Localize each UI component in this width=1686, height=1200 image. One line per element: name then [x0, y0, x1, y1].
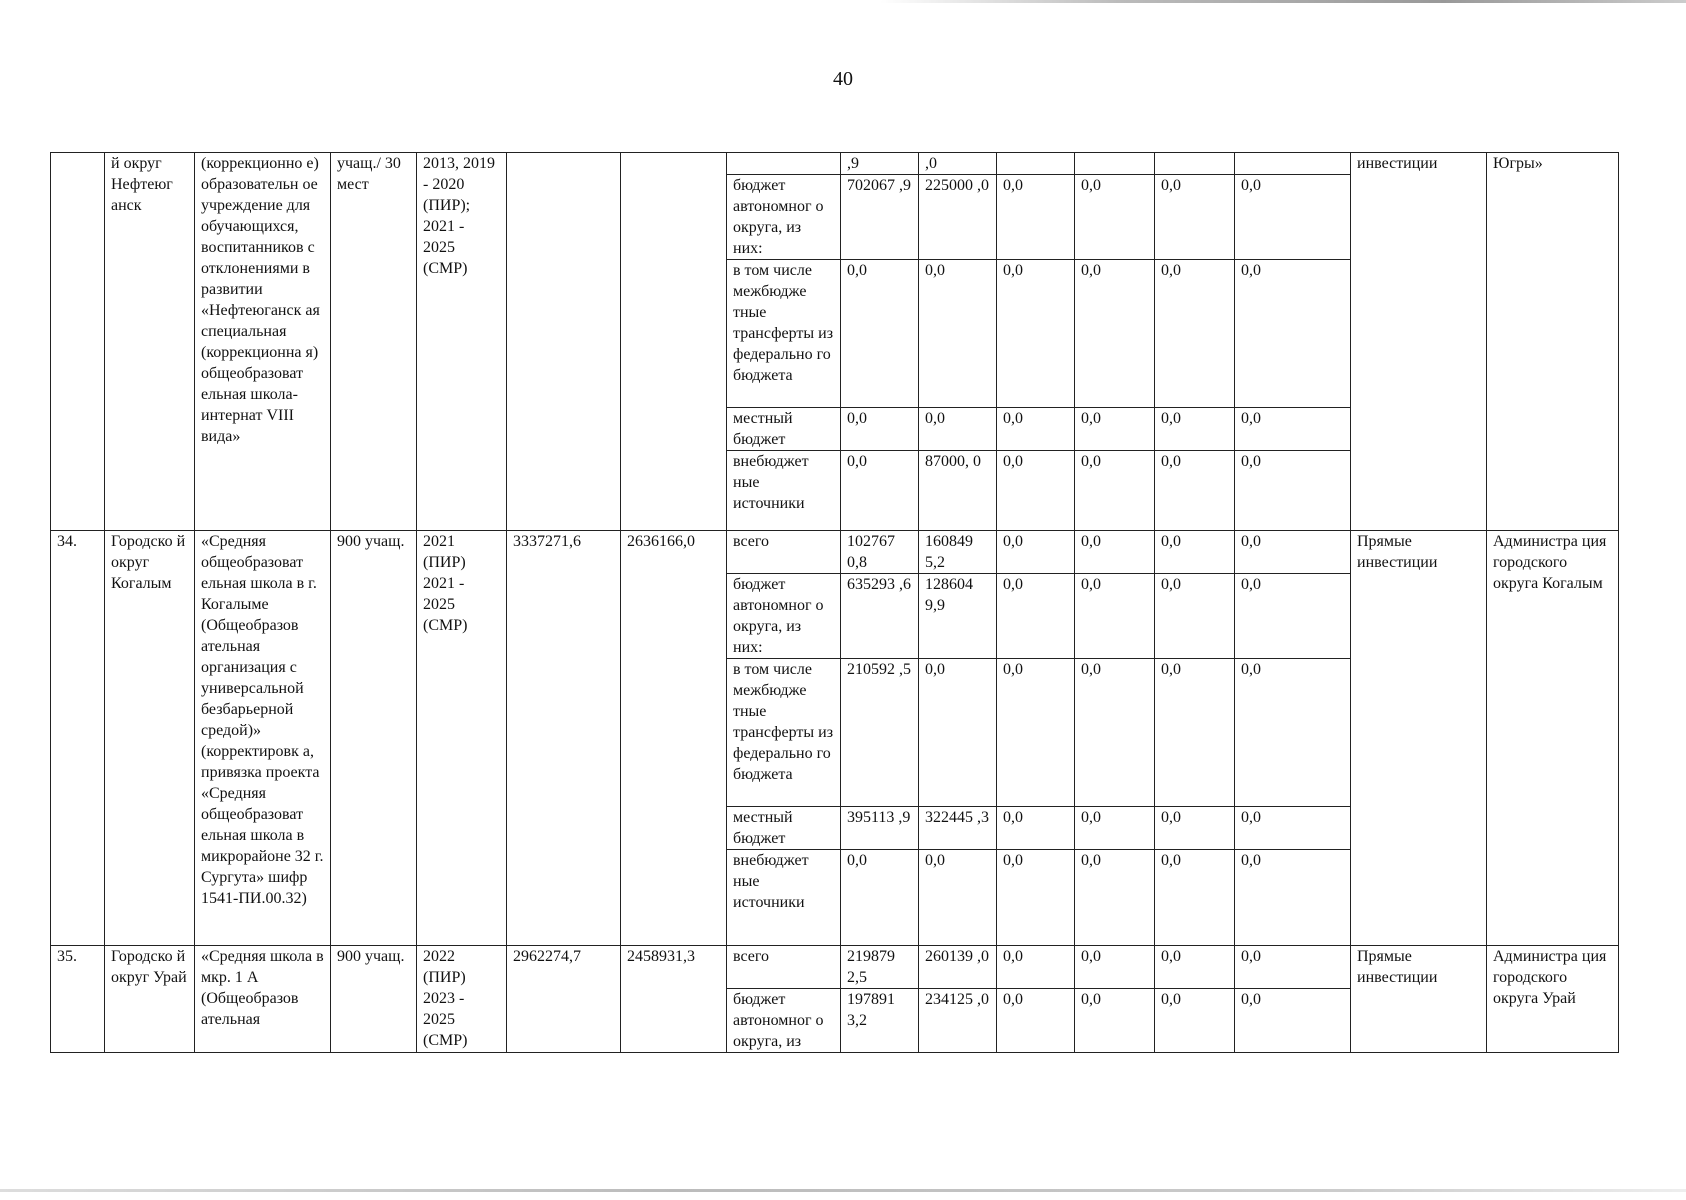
amount-cell: 0,0 [1075, 175, 1155, 260]
amount-cell: 0,0 [919, 850, 997, 946]
amount-cell: ,9 [841, 153, 919, 175]
amount-cell: 225000 ,0 [919, 175, 997, 260]
amount-cell: 210592 ,5 [841, 659, 919, 807]
amount-cell: 0,0 [1235, 408, 1351, 451]
amount-cell: ,0 [919, 153, 997, 175]
municipality-cell: й округ Нефтеюг анск [105, 153, 195, 531]
amount-cell: 0,0 [997, 531, 1075, 574]
remaining-cost-cell: 2458931,3 [621, 946, 727, 1053]
amount-cell: 0,0 [1235, 574, 1351, 659]
funding-source-cell: в том числе межбюдже тные трансферты из федерально го бюджета [727, 260, 841, 408]
amount-cell: 0,0 [1075, 850, 1155, 946]
amount-cell: 0,0 [997, 574, 1075, 659]
funding-source-cell: в том числе межбюдже тные трансферты из федерально го бюджета [727, 659, 841, 807]
amount-cell: 0,0 [1235, 850, 1351, 946]
amount-cell: 0,0 [1235, 807, 1351, 850]
amount-cell: 322445 ,3 [919, 807, 997, 850]
amount-cell: 260139 ,0 [919, 946, 997, 989]
amount-cell: 0,0 [1075, 574, 1155, 659]
amount-cell: 160849 5,2 [919, 531, 997, 574]
amount-cell: 0,0 [1075, 807, 1155, 850]
amount-cell: 0,0 [1155, 850, 1235, 946]
row-number-cell [51, 153, 105, 531]
table-row [51, 531, 1619, 574]
scan-edge-bottom [0, 1189, 1686, 1192]
row-number-cell: 34. [51, 531, 105, 946]
capacity-cell: учащ./ 30 мест [331, 153, 417, 531]
amount-cell: 702067 ,9 [841, 175, 919, 260]
amount-cell: 0,0 [1235, 531, 1351, 574]
funding-source-cell: всего [727, 946, 841, 989]
investment-type-cell: Прямые инвестиции [1351, 531, 1487, 946]
amount-cell [1235, 153, 1351, 175]
amount-cell: 0,0 [1075, 451, 1155, 531]
amount-cell: 0,0 [841, 850, 919, 946]
customer-cell: Администра ция городского округа Когалым [1487, 531, 1619, 946]
scan-edge-top [880, 0, 1686, 3]
estimated-cost-cell: 3337271,6 [507, 531, 621, 946]
amount-cell: 0,0 [1075, 531, 1155, 574]
object-name-cell: «Средняя школа в мкр. 1 А (Общеобразов ательная [195, 946, 331, 1053]
amount-cell: 0,0 [1235, 260, 1351, 408]
amount-cell [997, 153, 1075, 175]
municipality-cell: Городско й округ Урай [105, 946, 195, 1053]
funding-source-cell: внебюджет ные источники [727, 850, 841, 946]
remaining-cost-cell: 2636166,0 [621, 531, 727, 946]
amount-cell: 0,0 [841, 260, 919, 408]
amount-cell: 0,0 [1235, 175, 1351, 260]
amount-cell: 0,0 [1155, 531, 1235, 574]
amount-cell: 0,0 [997, 260, 1075, 408]
remaining-cost-cell [621, 153, 727, 531]
row-number-cell: 35. [51, 946, 105, 1053]
amount-cell: 0,0 [1235, 659, 1351, 807]
investment-type-cell: инвестиции [1351, 153, 1487, 531]
amount-cell: 0,0 [1155, 989, 1235, 1053]
amount-cell: 197891 3,2 [841, 989, 919, 1053]
amount-cell: 219879 2,5 [841, 946, 919, 989]
customer-cell: Югры» [1487, 153, 1619, 531]
amount-cell: 0,0 [1155, 408, 1235, 451]
amount-cell: 0,0 [1075, 260, 1155, 408]
amount-cell: 0,0 [919, 260, 997, 408]
amount-cell [1155, 153, 1235, 175]
table-body [51, 153, 1619, 1053]
capacity-cell: 900 учащ. [331, 946, 417, 1053]
amount-cell: 0,0 [1155, 175, 1235, 260]
capacity-cell: 900 учащ. [331, 531, 417, 946]
amount-cell: 0,0 [1075, 946, 1155, 989]
funding-source-cell [727, 153, 841, 175]
amount-cell: 0,0 [919, 408, 997, 451]
amount-cell: 0,0 [997, 946, 1075, 989]
amount-cell: 0,0 [1075, 989, 1155, 1053]
investment-type-cell: Прямые инвестиции [1351, 946, 1487, 1053]
years-cell: 2013, 2019 - 2020 (ПИР); 2021 - 2025 (СМР) [417, 153, 507, 531]
funding-source-cell: бюджет автономног о округа, из них: [727, 574, 841, 659]
amount-cell: 0,0 [1155, 574, 1235, 659]
funding-source-cell: местный бюджет [727, 807, 841, 850]
amount-cell: 0,0 [997, 850, 1075, 946]
municipality-cell: Городско й округ Когалым [105, 531, 195, 946]
funding-source-cell: внебюджет ные источники [727, 451, 841, 531]
years-cell: 2021 (ПИР) 2021 - 2025 (СМР) [417, 531, 507, 946]
investment-table [50, 152, 1619, 1053]
amount-cell: 0,0 [1155, 659, 1235, 807]
years-cell: 2022 (ПИР) 2023 - 2025 (СМР) [417, 946, 507, 1053]
page-number: 40 [833, 68, 853, 90]
funding-source-cell: всего [727, 531, 841, 574]
estimated-cost-cell: 2962274,7 [507, 946, 621, 1053]
amount-cell: 0,0 [1155, 946, 1235, 989]
object-name-cell: «Средняя общеобразоват ельная школа в г. Когалыме (Общеобразов ательная организация с универсальной безбарьерной средой)» (корректировк а, привязка проекта «Средняя общеобразоват ельная школа в микрорайоне 32 г. Сургута» шифр 1541-ПИ.00.32) [195, 531, 331, 946]
amount-cell: 635293 ,6 [841, 574, 919, 659]
amount-cell: 0,0 [841, 451, 919, 531]
amount-cell: 0,0 [1155, 807, 1235, 850]
amount-cell: 395113 ,9 [841, 807, 919, 850]
amount-cell: 87000, 0 [919, 451, 997, 531]
amount-cell: 0,0 [997, 807, 1075, 850]
amount-cell: 102767 0,8 [841, 531, 919, 574]
amount-cell: 128604 9,9 [919, 574, 997, 659]
amount-cell: 0,0 [1155, 260, 1235, 408]
amount-cell: 0,0 [997, 408, 1075, 451]
amount-cell: 234125 ,0 [919, 989, 997, 1053]
estimated-cost-cell [507, 153, 621, 531]
customer-cell: Администра ция городского округа Урай [1487, 946, 1619, 1053]
amount-cell: 0,0 [841, 408, 919, 451]
amount-cell: 0,0 [1075, 659, 1155, 807]
funding-source-cell: бюджет автономног о округа, из них: [727, 175, 841, 260]
amount-cell: 0,0 [1235, 451, 1351, 531]
amount-cell: 0,0 [1155, 451, 1235, 531]
object-name-cell: (коррекционно е) образовательн ое учреждение для обучающихся, воспитанников с отклонениями в развитии «Нефтеюганск ая специальная (коррекционна я) общеобразоват ельная школа-интернат VIII вида» [195, 153, 331, 531]
table-row [51, 153, 1619, 175]
amount-cell: 0,0 [997, 451, 1075, 531]
amount-cell: 0,0 [1075, 408, 1155, 451]
amount-cell: 0,0 [997, 989, 1075, 1053]
table-row [51, 946, 1619, 989]
amount-cell: 0,0 [997, 659, 1075, 807]
amount-cell: 0,0 [1235, 946, 1351, 989]
amount-cell: 0,0 [997, 175, 1075, 260]
amount-cell: 0,0 [1235, 989, 1351, 1053]
amount-cell: 0,0 [919, 659, 997, 807]
amount-cell [1075, 153, 1155, 175]
funding-source-cell: местный бюджет [727, 408, 841, 451]
funding-source-cell: бюджет автономног о округа, из [727, 989, 841, 1053]
